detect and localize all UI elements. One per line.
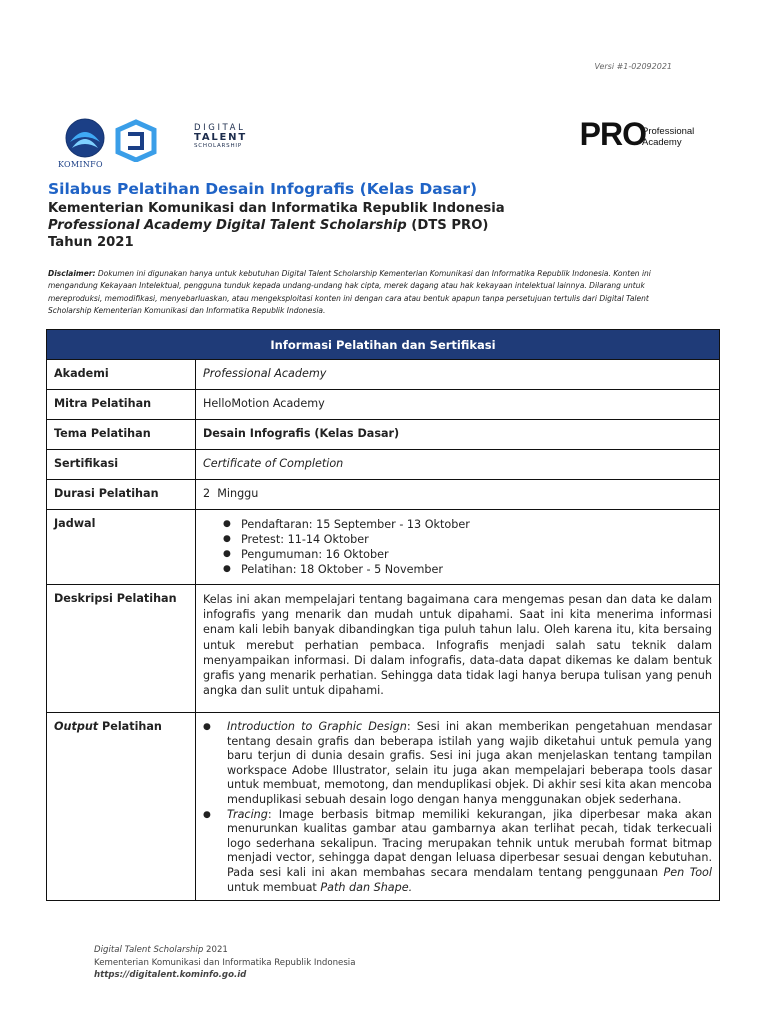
table-row bbox=[47, 390, 720, 420]
footer-year: 2021 bbox=[203, 945, 228, 955]
table-row bbox=[47, 360, 720, 390]
ministry-title: Kementerian Komunikasi dan Informatika Republik Indonesia bbox=[48, 201, 505, 216]
output-value bbox=[196, 713, 720, 901]
title-block bbox=[48, 180, 728, 251]
pro-logo-text bbox=[642, 126, 704, 148]
output-list bbox=[203, 720, 712, 895]
program-title bbox=[48, 217, 728, 234]
durasi-value: 2 Minggu bbox=[196, 480, 720, 510]
disclaimer-label: Disclaimer: bbox=[48, 269, 96, 278]
dts-logo-line1: DIGITAL bbox=[194, 123, 246, 133]
disclaimer bbox=[48, 268, 678, 317]
sertifikasi-value: Certificate of Completion bbox=[196, 450, 720, 480]
info-table bbox=[46, 329, 720, 901]
output-2-pen-tool: Pen Tool bbox=[663, 865, 712, 879]
list-item bbox=[203, 808, 712, 896]
pro-logo-mark: PRO bbox=[579, 116, 646, 152]
tema-label: Tema Pelatihan bbox=[47, 420, 196, 450]
output-2-end: Path dan Shape. bbox=[320, 880, 413, 894]
output-1-title: Introduction to Graphic Design bbox=[227, 720, 407, 733]
jadwal-label: Jadwal bbox=[47, 510, 196, 585]
logo-bar bbox=[58, 116, 718, 176]
list-item: ● Pretest: 11-14 Oktober bbox=[223, 532, 712, 547]
output-2-mid: untuk membuat bbox=[227, 880, 321, 894]
list-item: ● Pendaftaran: 15 September - 13 Oktober bbox=[223, 517, 712, 532]
list-item bbox=[203, 720, 712, 808]
output-label-rest: Pelatihan bbox=[98, 720, 162, 733]
deskripsi-label: Deskripsi Pelatihan bbox=[47, 585, 196, 713]
footer-line1 bbox=[94, 944, 355, 957]
table-row bbox=[47, 450, 720, 480]
durasi-label: Durasi Pelatihan bbox=[47, 480, 196, 510]
program-title-suffix: (DTS PRO) bbox=[406, 218, 489, 233]
year-title: Tahun 2021 bbox=[48, 235, 134, 250]
list-item: ● Pengumuman: 16 Oktober bbox=[223, 547, 712, 562]
table-row bbox=[47, 713, 720, 901]
dts-logo-icon bbox=[114, 118, 158, 162]
akademi-value: Professional Academy bbox=[196, 360, 720, 390]
table-row bbox=[47, 480, 720, 510]
table-row bbox=[47, 420, 720, 450]
footer-line1-italic: Digital Talent Scholarship bbox=[94, 945, 204, 955]
footer-line2: Kementerian Komunikasi dan Informatika Republik Indonesia bbox=[94, 957, 356, 968]
mitra-label: Mitra Pelatihan bbox=[47, 390, 196, 420]
output-2-text: : Image berbasis bitmap memiliki kekurangan, jika diperbesar maka akan menurunkan kualitas gambar atau gambarnya akan terlihat pecah, tidak terkecuali logo sederhana sekalipun. Tracing merupakan tehnik untuk merubah format bitmap menjadi vector, sehingga dapat dengan leluasa diperbesar sesuai dengan kebutuhan. Pada sesi kali ini akan membahas secara mendalam tentang penggunaan bbox=[227, 807, 712, 879]
dts-logo-line3: SCHOLARSHIP bbox=[194, 143, 242, 149]
tema-value: Desain Infografis (Kelas Dasar) bbox=[196, 420, 720, 450]
deskripsi-value: Kelas ini akan mempelajari tentang bagaimana cara mengemas pesan dan data ke dalam infografis yang menarik dan mudah untuk dipahami. Saat ini kita menerima informasi enam kali lebih banyak dibandingkan tiga puluh tahun lalu. Oleh karena itu, kita bersaing untuk merebut perhatian pembaca. Infografis menjadi salah satu teknik dalam menyampaikan informasi. Di dalam infografis, data-data dapat dikemas ke dalam bentuk grafis yang menarik perhatian. Sehingga data tidak lagi hanya berupa tulisan yang penuh angka dan sulit untuk dipahami. bbox=[196, 585, 720, 713]
jadwal-value bbox=[196, 510, 720, 585]
output-label bbox=[47, 713, 196, 901]
dts-logo-line2: TALENT bbox=[194, 132, 247, 143]
mitra-value: HelloMotion Academy bbox=[196, 390, 720, 420]
table-header: Informasi Pelatihan dan Sertifikasi bbox=[47, 330, 720, 360]
pro-logo-line1: Professional bbox=[642, 126, 695, 137]
table-row bbox=[47, 585, 720, 713]
version-label: Versi #1-02092021 bbox=[594, 62, 672, 71]
kominfo-logo-text: KOMINFO bbox=[58, 160, 103, 169]
output-label-italic: Output bbox=[54, 720, 99, 733]
jadwal-list bbox=[203, 517, 712, 577]
output-1-text: : Sesi ini akan memberikan pengetahuan mendasar tentang desain grafis dan beberapa istilah yang wajib diketahui untuk pemula yang baru terjun di dunia desain grafis. Sesi ini juga akan menjelaskan tentang tampilan workspace Adobe Illustrator, selain itu juga akan mempelajari beberapa tools dasar untuk membuat, memotong, dan menduplikasi objek. Di akhir sesi kita akan mencoba menduplikasi sebuah desain logo dengan hanya menggunakan objek sederhana. bbox=[227, 720, 712, 806]
dts-logo-text bbox=[194, 124, 247, 151]
program-title-italic: Professional Academy Digital Talent Scholarship bbox=[48, 218, 407, 233]
akademi-label: Akademi bbox=[47, 360, 196, 390]
output-2-title: Tracing bbox=[227, 807, 268, 821]
table-row bbox=[47, 510, 720, 585]
page-title: Silabus Pelatihan Desain Infografis (Kelas Dasar) bbox=[48, 180, 478, 198]
list-item: ● Pelatihan: 18 Oktober - 5 November bbox=[223, 562, 712, 577]
footer bbox=[94, 944, 355, 982]
sertifikasi-label: Sertifikasi bbox=[47, 450, 196, 480]
pro-logo-line2: Academy bbox=[642, 137, 682, 148]
disclaimer-text: Dokumen ini digunakan hanya untuk kebutuhan Digital Talent Scholarship Kementerian Komunikasi dan Informatika Republik Indonesia. Konten ini mengandung Kekayaan Intelektual, pengguna tunduk kepada undang-undang hak cipta, merek dagang atau hak kekayaan intelektual lainnya. Dilarang untuk mereproduksi, memodifikasi, menyebarluaskan, atau mengeksploitasi konten ini dengan cara atau bentuk apapun tanpa persetujuan tertulis dari Digital Talent Scholarship Kementerian Komunikasi dan Informatika Republik Indonesia. bbox=[48, 269, 651, 315]
footer-url[interactable]: https://digitalent.kominfo.go.id bbox=[94, 970, 247, 980]
